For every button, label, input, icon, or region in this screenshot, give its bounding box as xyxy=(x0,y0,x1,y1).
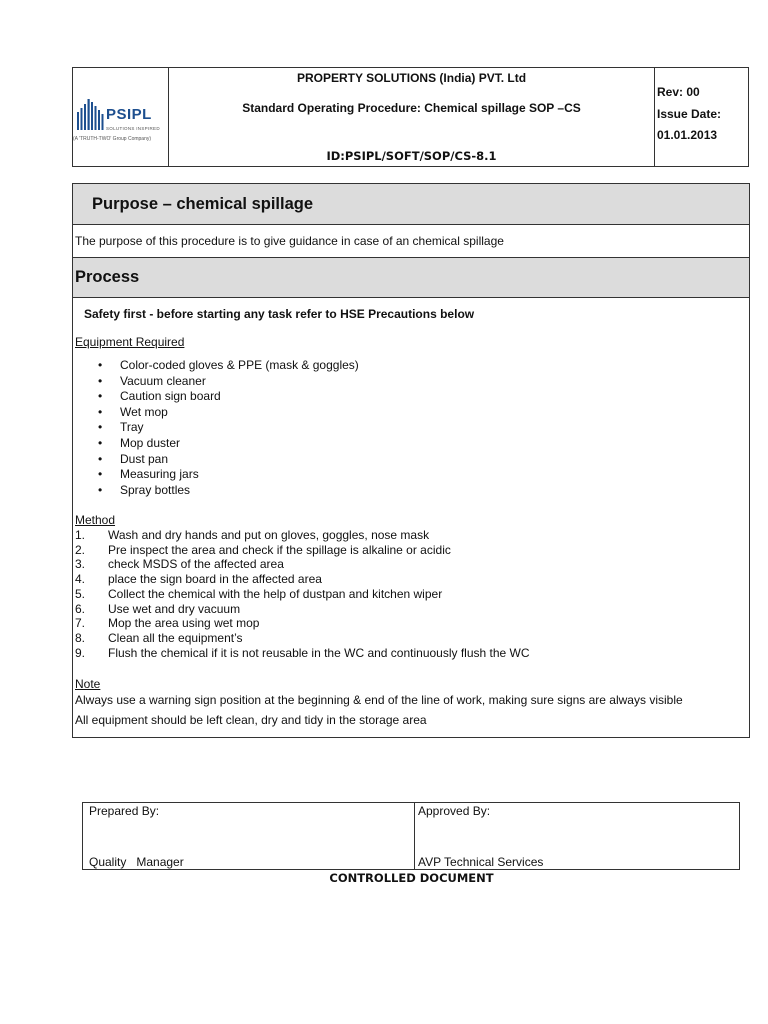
process-title: Process xyxy=(75,268,140,286)
note-line: All equipment should be left clean, dry and tidy in the storage area xyxy=(75,713,427,727)
sop-body xyxy=(72,183,750,738)
signature-table xyxy=(82,802,740,870)
logo-name: PSIPL xyxy=(106,106,152,123)
company-name: PROPERTY SOLUTIONS (India) PVT. Ltd xyxy=(296,71,527,85)
method-list: 1. Wash and dry hands and put on gloves, goggles, nose mask 2. Pre inspect the area and check if the spillage is alkaline or acidic 3. check MSDS of the affected area 4. place the sign board in the affected area 5. Collect the chemical with the help of dustpan and kitchen wiper 6. Use wet and dry vacuum 7. Mop the area using wet mop 8. Clean all the equipment’s 9. Flush the chemical if it is not reusable in the WC and continuously flush the WC xyxy=(75,528,530,660)
approved-by-label: Approved By: xyxy=(418,804,491,818)
safety-note: Safety first - before starting any task refer to HSE Precautions below xyxy=(84,307,475,321)
sop-title: Standard Operating Procedure: Chemical spillage SOP –CS xyxy=(242,101,581,115)
bullet-icon: • xyxy=(98,436,103,450)
revision-number: Rev: 00 xyxy=(657,85,700,99)
approved-by-role: AVP Technical Services xyxy=(418,855,544,869)
equipment-heading: Equipment Required xyxy=(75,335,185,349)
purpose-text: The purpose of this procedure is to give guidance in case of an chemical spillage xyxy=(75,234,504,248)
logo-group-text: (A 'TRUTH-TWO' Group Company) xyxy=(73,136,152,142)
issue-date: 01.01.2013 xyxy=(657,128,718,142)
prepared-by-label: Prepared By: xyxy=(89,804,160,818)
document-header xyxy=(72,67,749,167)
bullet-icon: • xyxy=(98,358,103,372)
method-heading: Method xyxy=(75,513,116,527)
revision-cell xyxy=(655,68,748,166)
note-line: Always use a warning sign position at the beginning & end of the line of work, making sure signs are always visible xyxy=(75,693,683,707)
title-cell xyxy=(169,68,655,166)
approved-by-cell xyxy=(415,803,739,869)
document-id: ID:PSIPL/SOFT/SOP/CS-8.1 xyxy=(326,149,497,163)
bullet-icon: • xyxy=(98,404,103,419)
logo-cell xyxy=(73,68,169,166)
process-band xyxy=(73,257,749,298)
equipment-list: • Color-coded gloves & PPE (mask & goggles) • Vacuum cleaner • Caution sign board • Wet mop • Tray • Mop duster • Dust pan • Measuring jars • Spray bottles xyxy=(98,358,359,497)
purpose-title: Purpose – chemical spillage xyxy=(92,195,314,213)
issue-date-label: Issue Date: xyxy=(657,107,722,121)
prepared-by-role: Quality Manager xyxy=(89,855,184,869)
controlled-document-label: CONTROLLED DOCUMENT xyxy=(329,871,494,885)
note-heading: Note xyxy=(75,677,101,691)
bullet-icon: • xyxy=(98,389,103,404)
logo-tagline: SOLUTIONS INSPIRED xyxy=(106,126,160,131)
bullet-icon: • xyxy=(98,451,103,466)
prepared-by-cell xyxy=(83,803,415,869)
bullet-icon: • xyxy=(98,467,103,482)
psipl-logo-icon xyxy=(76,96,106,132)
bullet-icon: • xyxy=(98,373,103,388)
bullet-icon: • xyxy=(98,420,103,435)
bullet-icon: • xyxy=(98,482,103,497)
purpose-band xyxy=(73,184,749,225)
